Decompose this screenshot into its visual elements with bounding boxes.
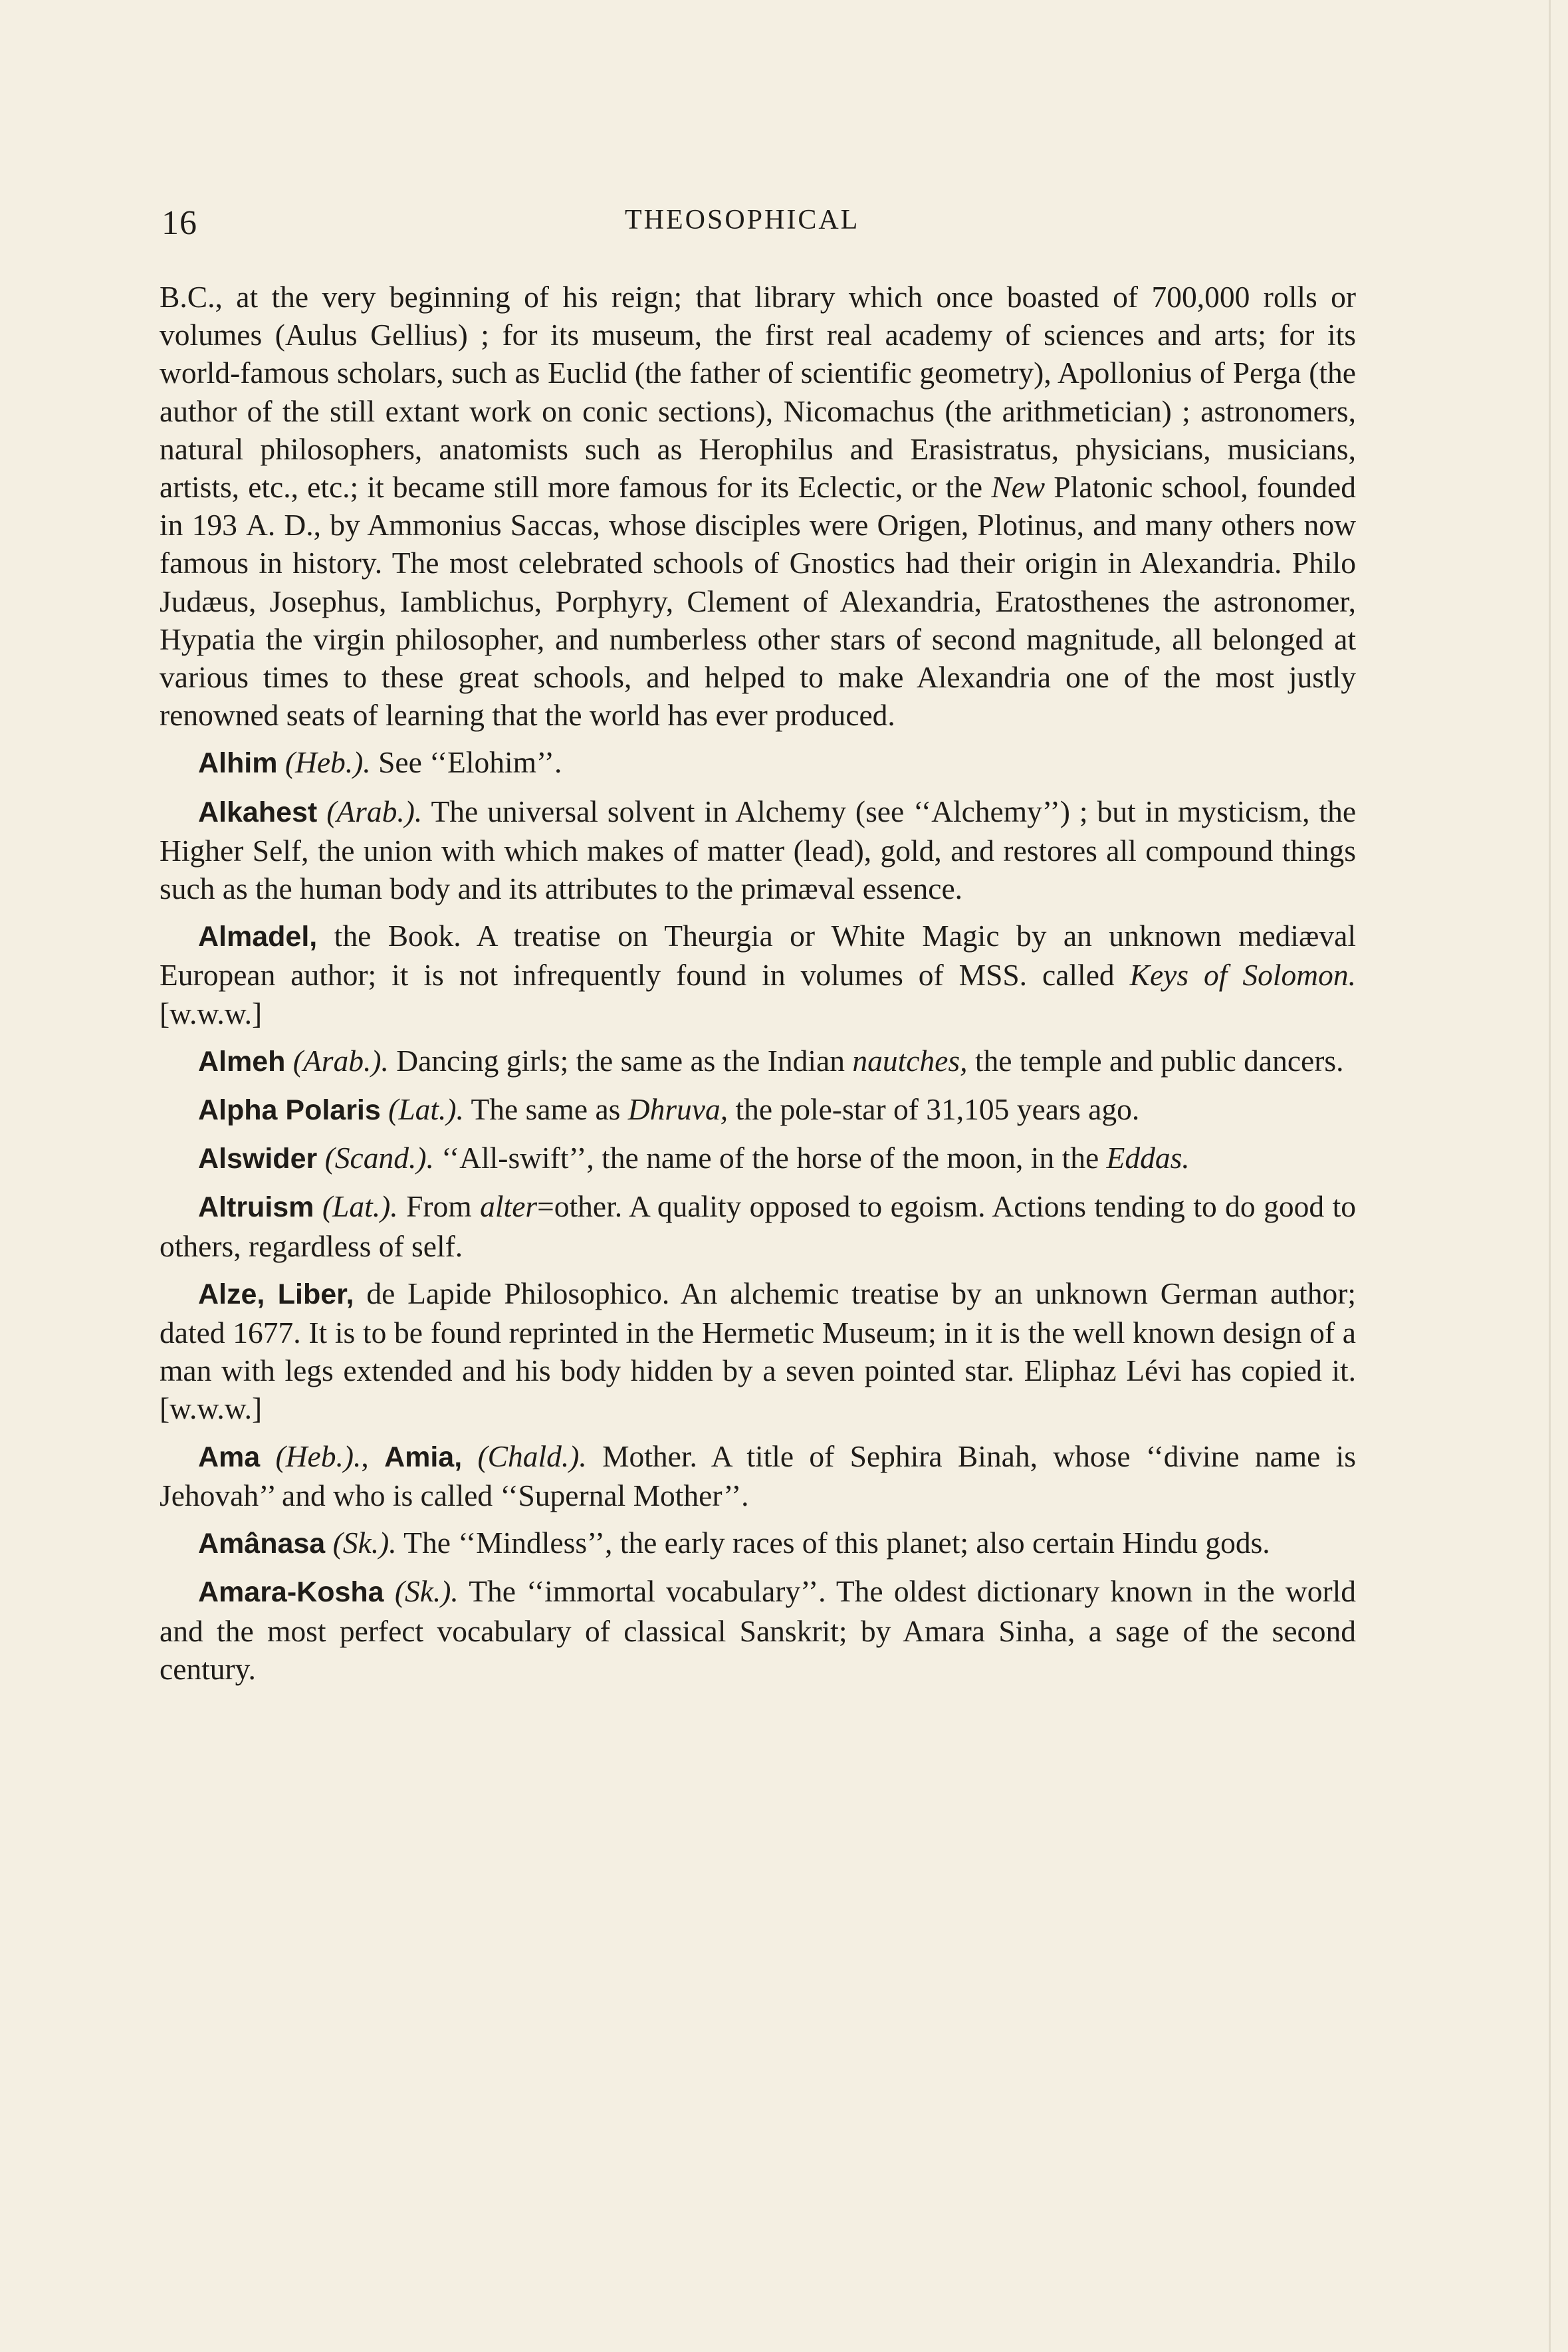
italic-term: nautches, <box>852 1043 968 1078</box>
headword: Amara-Kosha <box>198 1576 384 1609</box>
entry-text: From <box>397 1189 481 1224</box>
entry-text: ‘‘All-swift’’, the name of the horse of the moon, in the <box>433 1141 1107 1175</box>
origin-label: (Arab.). <box>292 1043 389 1078</box>
headword: Alswider <box>198 1143 318 1175</box>
entry-text: [w.w.w.] <box>160 996 263 1030</box>
continuation-paragraph <box>160 278 1356 734</box>
running-head: THEOSOPHICAL <box>625 205 860 235</box>
italic-term: New <box>991 470 1046 505</box>
entry-text: The same as <box>463 1092 628 1127</box>
entry-text: The ‘‘Mindless’’, the early races of this planet; also certain Hindu gods. <box>396 1526 1270 1560</box>
entry-text: =other. A quality opposed to egoism. Actions tending to do good to others, regardless of self. <box>160 1189 1356 1263</box>
separator: , <box>361 1439 385 1473</box>
entry-amara-kosha <box>160 1572 1356 1688</box>
headword: Almadel, <box>198 921 318 953</box>
entry-almadel <box>160 917 1356 1032</box>
entry-text: the Book. A treatise on Theurgia or White Magic by an unknown mediæval European author; it is not infrequently found in volumes of MSS. called <box>160 919 1356 993</box>
entry-ama <box>160 1437 1356 1514</box>
origin-label: (Lat.). <box>322 1189 398 1224</box>
glossary-text <box>160 278 1356 1688</box>
entry-text: the temple and public dancers. <box>967 1043 1344 1078</box>
origin-label: (Sk.). <box>332 1526 397 1560</box>
headword: Amia, <box>384 1441 463 1473</box>
italic-term: Eddas. <box>1106 1141 1190 1175</box>
headword: Alkahest <box>198 796 318 828</box>
entry-altruism <box>160 1187 1356 1264</box>
italic-term: Dhruva, <box>627 1092 728 1127</box>
entry-text: See ‘‘Elohim’’. <box>370 745 562 780</box>
origin-label: (Chald.). <box>477 1439 587 1473</box>
headword: Ama <box>198 1441 261 1473</box>
book-title: Keys of Solomon. <box>1129 958 1356 993</box>
entry-text: Mother. A title of Sephira Binah, whose ‘‘divine name is Jehovah’’ and who is called ‘‘Supernal Mother’’. <box>160 1439 1357 1512</box>
headword: Alze, Liber, <box>198 1278 354 1310</box>
origin-label: (Lat.). <box>388 1092 464 1127</box>
page-number: 16 <box>162 204 197 242</box>
paragraph-text: Platonic school, founded in 193 <box>160 470 1356 542</box>
origin-label: (Heb.). <box>275 1439 362 1473</box>
paragraph-text: , at the very beginning of his reign; that library which once boasted of 700,000 rolls or volumes (Aulus Gellius) ; for its museum, the first real academy of sciences and arts; for its world-famous scholars, such as Euclid (the father of scientific geometry), Apollonius of Perga (the author of the still extant work on conic sections), Nicomachus (the arithmetician) ; astronomers, natural philosophers, anatomists such as Herophilus and Erasistratus, physicians, musicians, artists, etc., etc.; it became still more famous for its Eclectic, or the <box>160 280 1356 505</box>
entry-text: the pole-star of 31,105 years ago. <box>728 1092 1140 1127</box>
origin-label: (Sk.). <box>394 1574 459 1609</box>
headword: Alhim <box>198 747 278 780</box>
origin-label: (Arab.). <box>326 794 423 828</box>
entry-text: Dancing girls; the same as the Indian <box>388 1043 853 1078</box>
origin-label: (Scand.). <box>324 1141 434 1175</box>
headword: Almeh <box>198 1045 286 1078</box>
italic-term: alter <box>480 1189 538 1224</box>
entry-alkahest <box>160 792 1356 908</box>
page-edge-shadow <box>1549 0 1551 2352</box>
headword: Amânasa <box>198 1528 326 1560</box>
headword: Altruism <box>198 1191 314 1224</box>
era-abbreviation: B.C. <box>160 280 215 314</box>
entry-alze <box>160 1274 1356 1428</box>
paragraph-text: , by Ammonius Saccas, whose disciples were Origen, Plotinus, and many others now famous in history. The most celebrated schools of Gnostics had their origin in Alexandria. Philo Judæus, Josephus, Iamblichus, Porphyry, Clement of Alexandria, Eratosthenes the astronomer, Hypatia the virgin philosopher, and numberless other stars of second magnitude, all belonged at various times to these great schools, and helped to make Alexandria one of the most justly renowned seats of learning that the world has ever produced. <box>160 508 1356 733</box>
headword: Alpha Polaris <box>198 1094 381 1127</box>
entry-alpha-polaris <box>160 1090 1356 1129</box>
entry-amanasa <box>160 1524 1356 1563</box>
entry-alhim <box>160 743 1356 782</box>
entry-text: de Lapide Philosophico. An alchemic treatise by an unknown German author; dated 1677. It is to be found reprinted in the Hermetic Museum; in it is the well known design of a man with legs extended and his body hidden by a seven pointed star. Eliphaz Lévi has copied it. [w.w.w.] <box>160 1276 1356 1426</box>
entry-text: The universal solvent in Alchemy (see ‘‘Alchemy’’) ; but in mysticism, the Higher Self, the union with which makes of matter (lead), gold, and restores all compound things such as the human body and its attributes to the primæval essence. <box>160 794 1357 906</box>
era-abbreviation: A. D. <box>246 508 314 542</box>
entry-almeh <box>160 1042 1356 1081</box>
entry-text: The ‘‘immortal vocabulary’’. The oldest dictionary known in the world and the most perfect vocabulary of classical Sanskrit; by Amara Sinha, a sage of the second century. <box>160 1574 1357 1686</box>
entry-alswider <box>160 1139 1356 1178</box>
origin-label: (Heb.). <box>284 745 371 780</box>
